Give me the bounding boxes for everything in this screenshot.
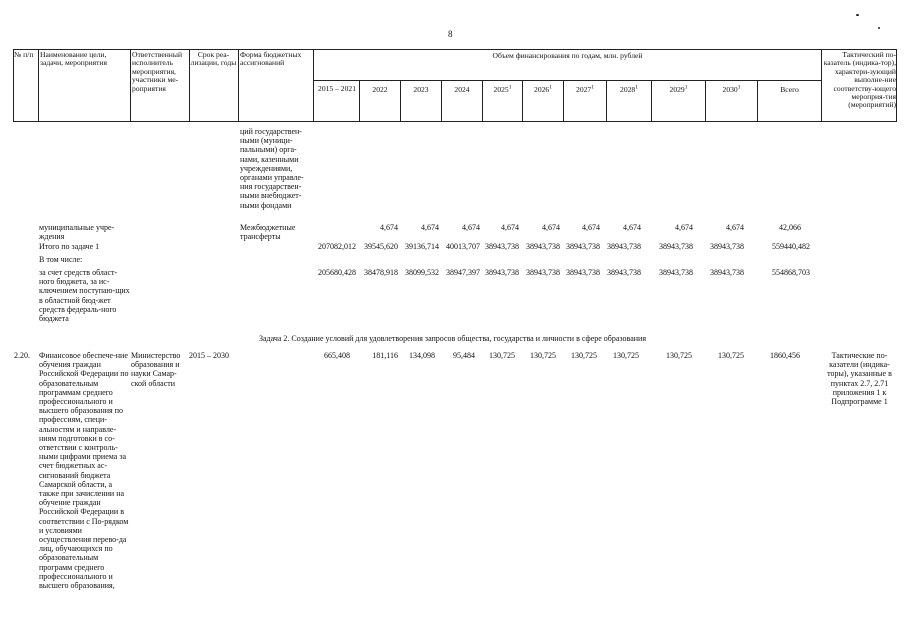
row-value: 38943,738 xyxy=(659,242,693,251)
row-value: 130,725 xyxy=(613,351,639,360)
row-value: 38943,738 xyxy=(526,268,560,277)
header-col-number: № п/п xyxy=(14,50,34,59)
year-header: 2030$^1$ xyxy=(722,84,741,94)
task-heading: Задача 2. Создание условий для удовлетворения запросов общества, государства и личности в сфере образования xyxy=(258,334,646,343)
row-value: 4,674 xyxy=(462,223,480,232)
year-header: Всего xyxy=(780,85,799,94)
row-value: 38943,738 xyxy=(659,268,693,277)
scan-speck xyxy=(878,27,880,29)
row-name: Финансовое обеспече-ние обучения граждан Российской Федерации по образовательным программам среднего профессионального и высшего образования по профессиям, специ-альностям и направле-ниям подготовки в со-ответствии с контроль-ными цифрами приема за счет бюджетных ас-сигнований бюджета Самарской области, а также при зачислении на обучение граждан Российской Федерации в соответствии с По-рядком и условиями осуществления перево-да лиц, обучающихся по образовательным программ среднего профессионального и высшего образования, xyxy=(39,351,129,591)
row-value: 39136,714 xyxy=(405,242,439,251)
year-header: 2024 xyxy=(454,85,470,94)
row-value: 38943,738 xyxy=(526,242,560,251)
scan-speck xyxy=(856,14,859,16)
row-value: 4,674 xyxy=(421,223,439,232)
year-header: 2015 – 2021 xyxy=(318,84,356,93)
row-value: 38943,738 xyxy=(566,242,600,251)
row-indicator: Тактические по-казатели (индика-торы), указанные в пунктах 2.7, 2.71 приложения 1 к Подпрограмме 1 xyxy=(827,351,892,407)
row-value-total: 1860,456 xyxy=(770,351,800,360)
year-header: 2028$^1$ xyxy=(620,84,638,94)
year-header: 2022 xyxy=(372,85,388,94)
row-term: 2015 – 2030 xyxy=(189,351,229,360)
row-value: 4,674 xyxy=(542,223,560,232)
year-header: 2026$^1$ xyxy=(534,84,552,94)
row-value: 38943,738 xyxy=(710,242,744,251)
row-value: 4,674 xyxy=(726,223,744,232)
row-value: 38943,738 xyxy=(710,268,744,277)
row-value: 207082,012 xyxy=(318,242,356,251)
row-value: 181,116 xyxy=(372,351,398,360)
row-value: 4,674 xyxy=(380,223,398,232)
header-col-term: Срок реа-лизации, годы xyxy=(190,50,237,68)
year-header: 2025$^1$ xyxy=(493,84,512,94)
row-value: 4,674 xyxy=(582,223,600,232)
row-value: 38943,738 xyxy=(485,268,519,277)
header-col-volume: Объем финансирования по годам, млн. рублей xyxy=(492,51,643,60)
row-name: Итого по задаче 1 xyxy=(39,242,100,251)
row-value: 38943,738 xyxy=(607,242,641,251)
year-header: 2023 xyxy=(413,85,429,94)
row-value: 130,725 xyxy=(530,351,556,360)
row-value: 38947,397 xyxy=(446,268,480,277)
form-continuation-text: ций государствен-ными (муници-пальными) орга-нами, казенными учреждениями, органами управле-ния государствен-ными внебюджет-ными фондами xyxy=(240,127,304,210)
year-header: 2027$^1$ xyxy=(576,84,594,94)
row-value: 4,674 xyxy=(623,223,641,232)
row-name: муниципальные учре-ждения xyxy=(39,223,115,242)
row-value: 205680,428 xyxy=(318,268,356,277)
row-value: 4,674 xyxy=(675,223,693,232)
header-col-indicator: Тактический по-казатель (индика-тор), характери-зующий выполне-ние соответству-ющего мероприя-тия (мероприятий) xyxy=(823,50,896,110)
row-value: 38943,738 xyxy=(607,268,641,277)
row-number: 2.20. xyxy=(14,351,30,360)
row-value: 39545,620 xyxy=(364,242,398,251)
row-value-total: 554868,703 xyxy=(772,268,810,277)
row-value: 38943,738 xyxy=(566,268,600,277)
header-col-name: Наименование цели, задачи, мероприятия xyxy=(40,50,108,68)
header-col-executor: Ответственный исполнитель мероприятия, участники ме-роприятия xyxy=(132,50,183,93)
row-value: 134,098 xyxy=(409,351,435,360)
row-value: 95,484 xyxy=(453,351,475,360)
row-value: 130,725 xyxy=(571,351,597,360)
row-value: 130,725 xyxy=(718,351,744,360)
year-header: 2029$^1$ xyxy=(669,84,688,94)
row-form: Межбюджетные трансферты xyxy=(240,223,296,242)
row-value-total: 559440,482 xyxy=(772,242,810,251)
row-value: 665,408 xyxy=(324,351,350,360)
row-value: 38099,532 xyxy=(405,268,439,277)
row-name: за счет средств област-ного бюджета, за ис-ключением поступаю-щих в областной бюд-жет средств федераль-ного бюджета xyxy=(39,268,130,324)
row-value: 130,725 xyxy=(666,351,692,360)
header-col-form: Форма бюджетных ассигнований xyxy=(240,50,302,68)
row-value-total: 42,066 xyxy=(779,223,801,232)
row-value: 40013,707 xyxy=(446,242,480,251)
row-value: 38943,738 xyxy=(485,242,519,251)
page-number: 8 xyxy=(448,29,453,39)
row-value: 4,674 xyxy=(501,223,519,232)
row-value: 130,725 xyxy=(489,351,515,360)
row-value: 38478,918 xyxy=(364,268,398,277)
row-executor: Министерство образования и науки Самар-ской области xyxy=(131,351,181,388)
including-label: В том числе: xyxy=(39,255,83,264)
